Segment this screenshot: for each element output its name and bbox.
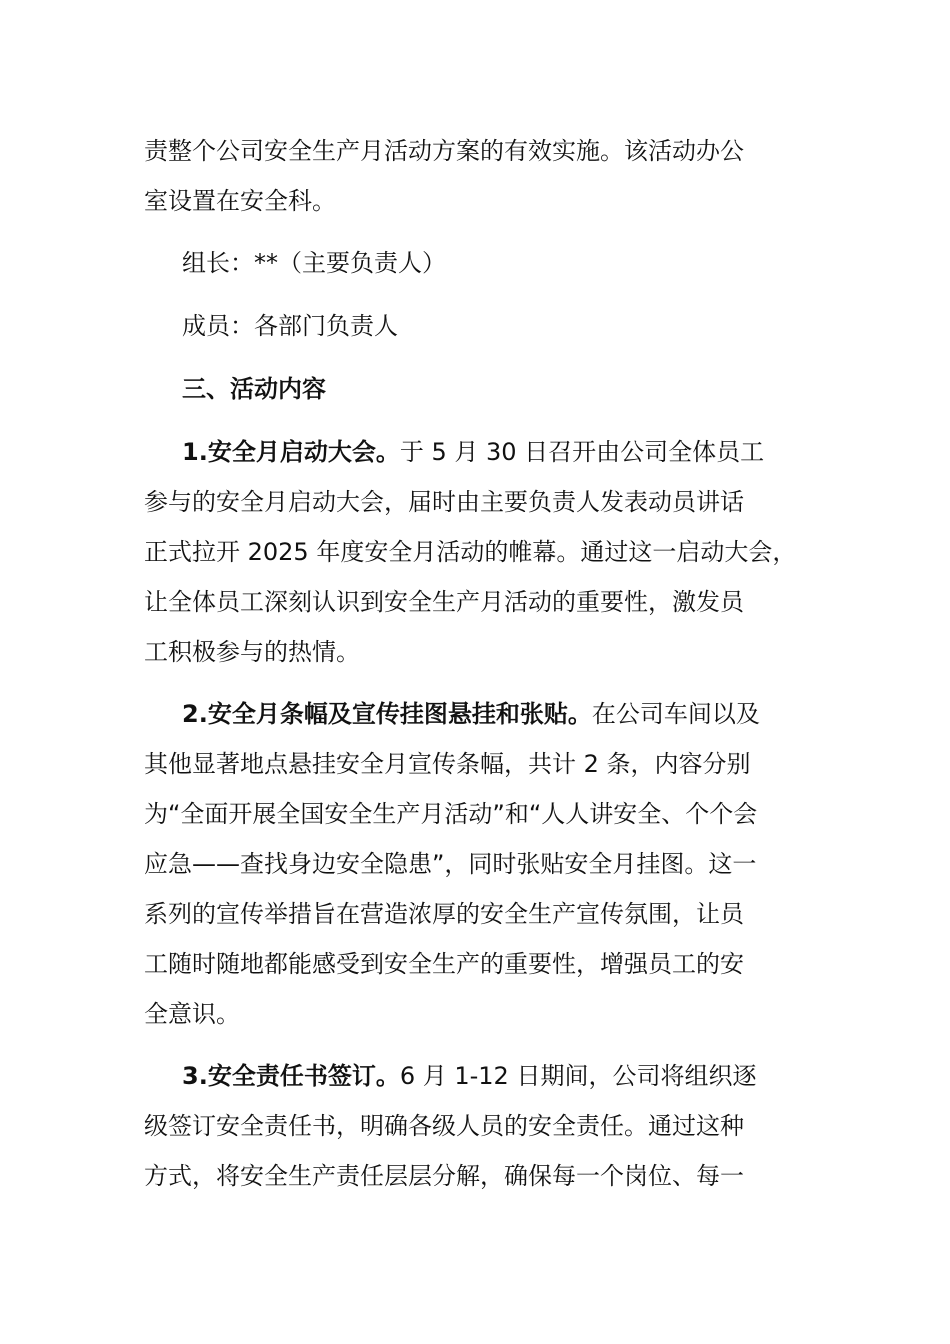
item-3-first-line	[144, 1051, 834, 1101]
item-1-first-text: 于 5 月 30 日召开由公司全体员工	[399, 438, 765, 466]
item-2-first-text: 在公司车间以及	[591, 700, 760, 728]
text-line: 方式，将安全生产责任层层分解，确保每一个岗位、每一	[144, 1162, 744, 1190]
text-line: 工随时随地都能感受到安全生产的重要性，增强员工的安	[144, 950, 744, 978]
item-2-paragraph	[144, 689, 834, 1039]
item-3-paragraph	[144, 1051, 834, 1201]
group-leader-line: 组长：**（主要负责人）	[182, 249, 446, 277]
text-line: 让全体员工深刻认识到安全生产月活动的重要性，激发员	[144, 588, 744, 616]
text-line: 系列的宣传举措旨在营造浓厚的安全生产宣传氛围，让员	[144, 900, 744, 928]
paragraph-continuation	[144, 126, 834, 226]
text-line: 正式拉开 2025 年度安全月活动的帷幕。通过这一启动大会，	[144, 538, 797, 566]
text-line: 级签订安全责任书，明确各级人员的安全责任。通过这种	[144, 1112, 744, 1140]
item-3-title: 3.安全责任书签订。	[182, 1062, 400, 1090]
item-1-title: 1.安全月启动大会。	[182, 438, 400, 466]
item-1-first-line	[144, 427, 834, 477]
group-members-line: 成员：各部门负责人	[182, 312, 398, 340]
text-line: 其他显著地点悬挂安全月宣传条幅，共计 2 条，内容分别	[144, 750, 751, 778]
item-3-first-text: 6 月 1-12 日期间，公司将组织逐	[399, 1062, 757, 1090]
item-1-paragraph	[144, 427, 834, 677]
item-2-first-line	[144, 689, 834, 739]
text-line: 工积极参与的热情。	[144, 638, 360, 666]
section-heading: 三、活动内容	[182, 375, 326, 403]
text-line: 责整个公司安全生产月活动方案的有效实施。该活动办公	[144, 137, 744, 165]
text-line: 为“全面开展全国安全生产月活动”和“人人讲安全、个个会	[144, 800, 758, 828]
text-line: 室设置在安全科。	[144, 187, 336, 215]
text-line: 全意识。	[144, 1000, 240, 1028]
text-line: 应急——查找身边安全隐患”，同时张贴安全月挂图。这一	[144, 850, 757, 878]
item-2-title: 2.安全月条幅及宣传挂图悬挂和张贴。	[182, 700, 592, 728]
text-line: 参与的安全月启动大会，届时由主要负责人发表动员讲话	[144, 488, 744, 516]
document-page	[144, 126, 834, 1213]
